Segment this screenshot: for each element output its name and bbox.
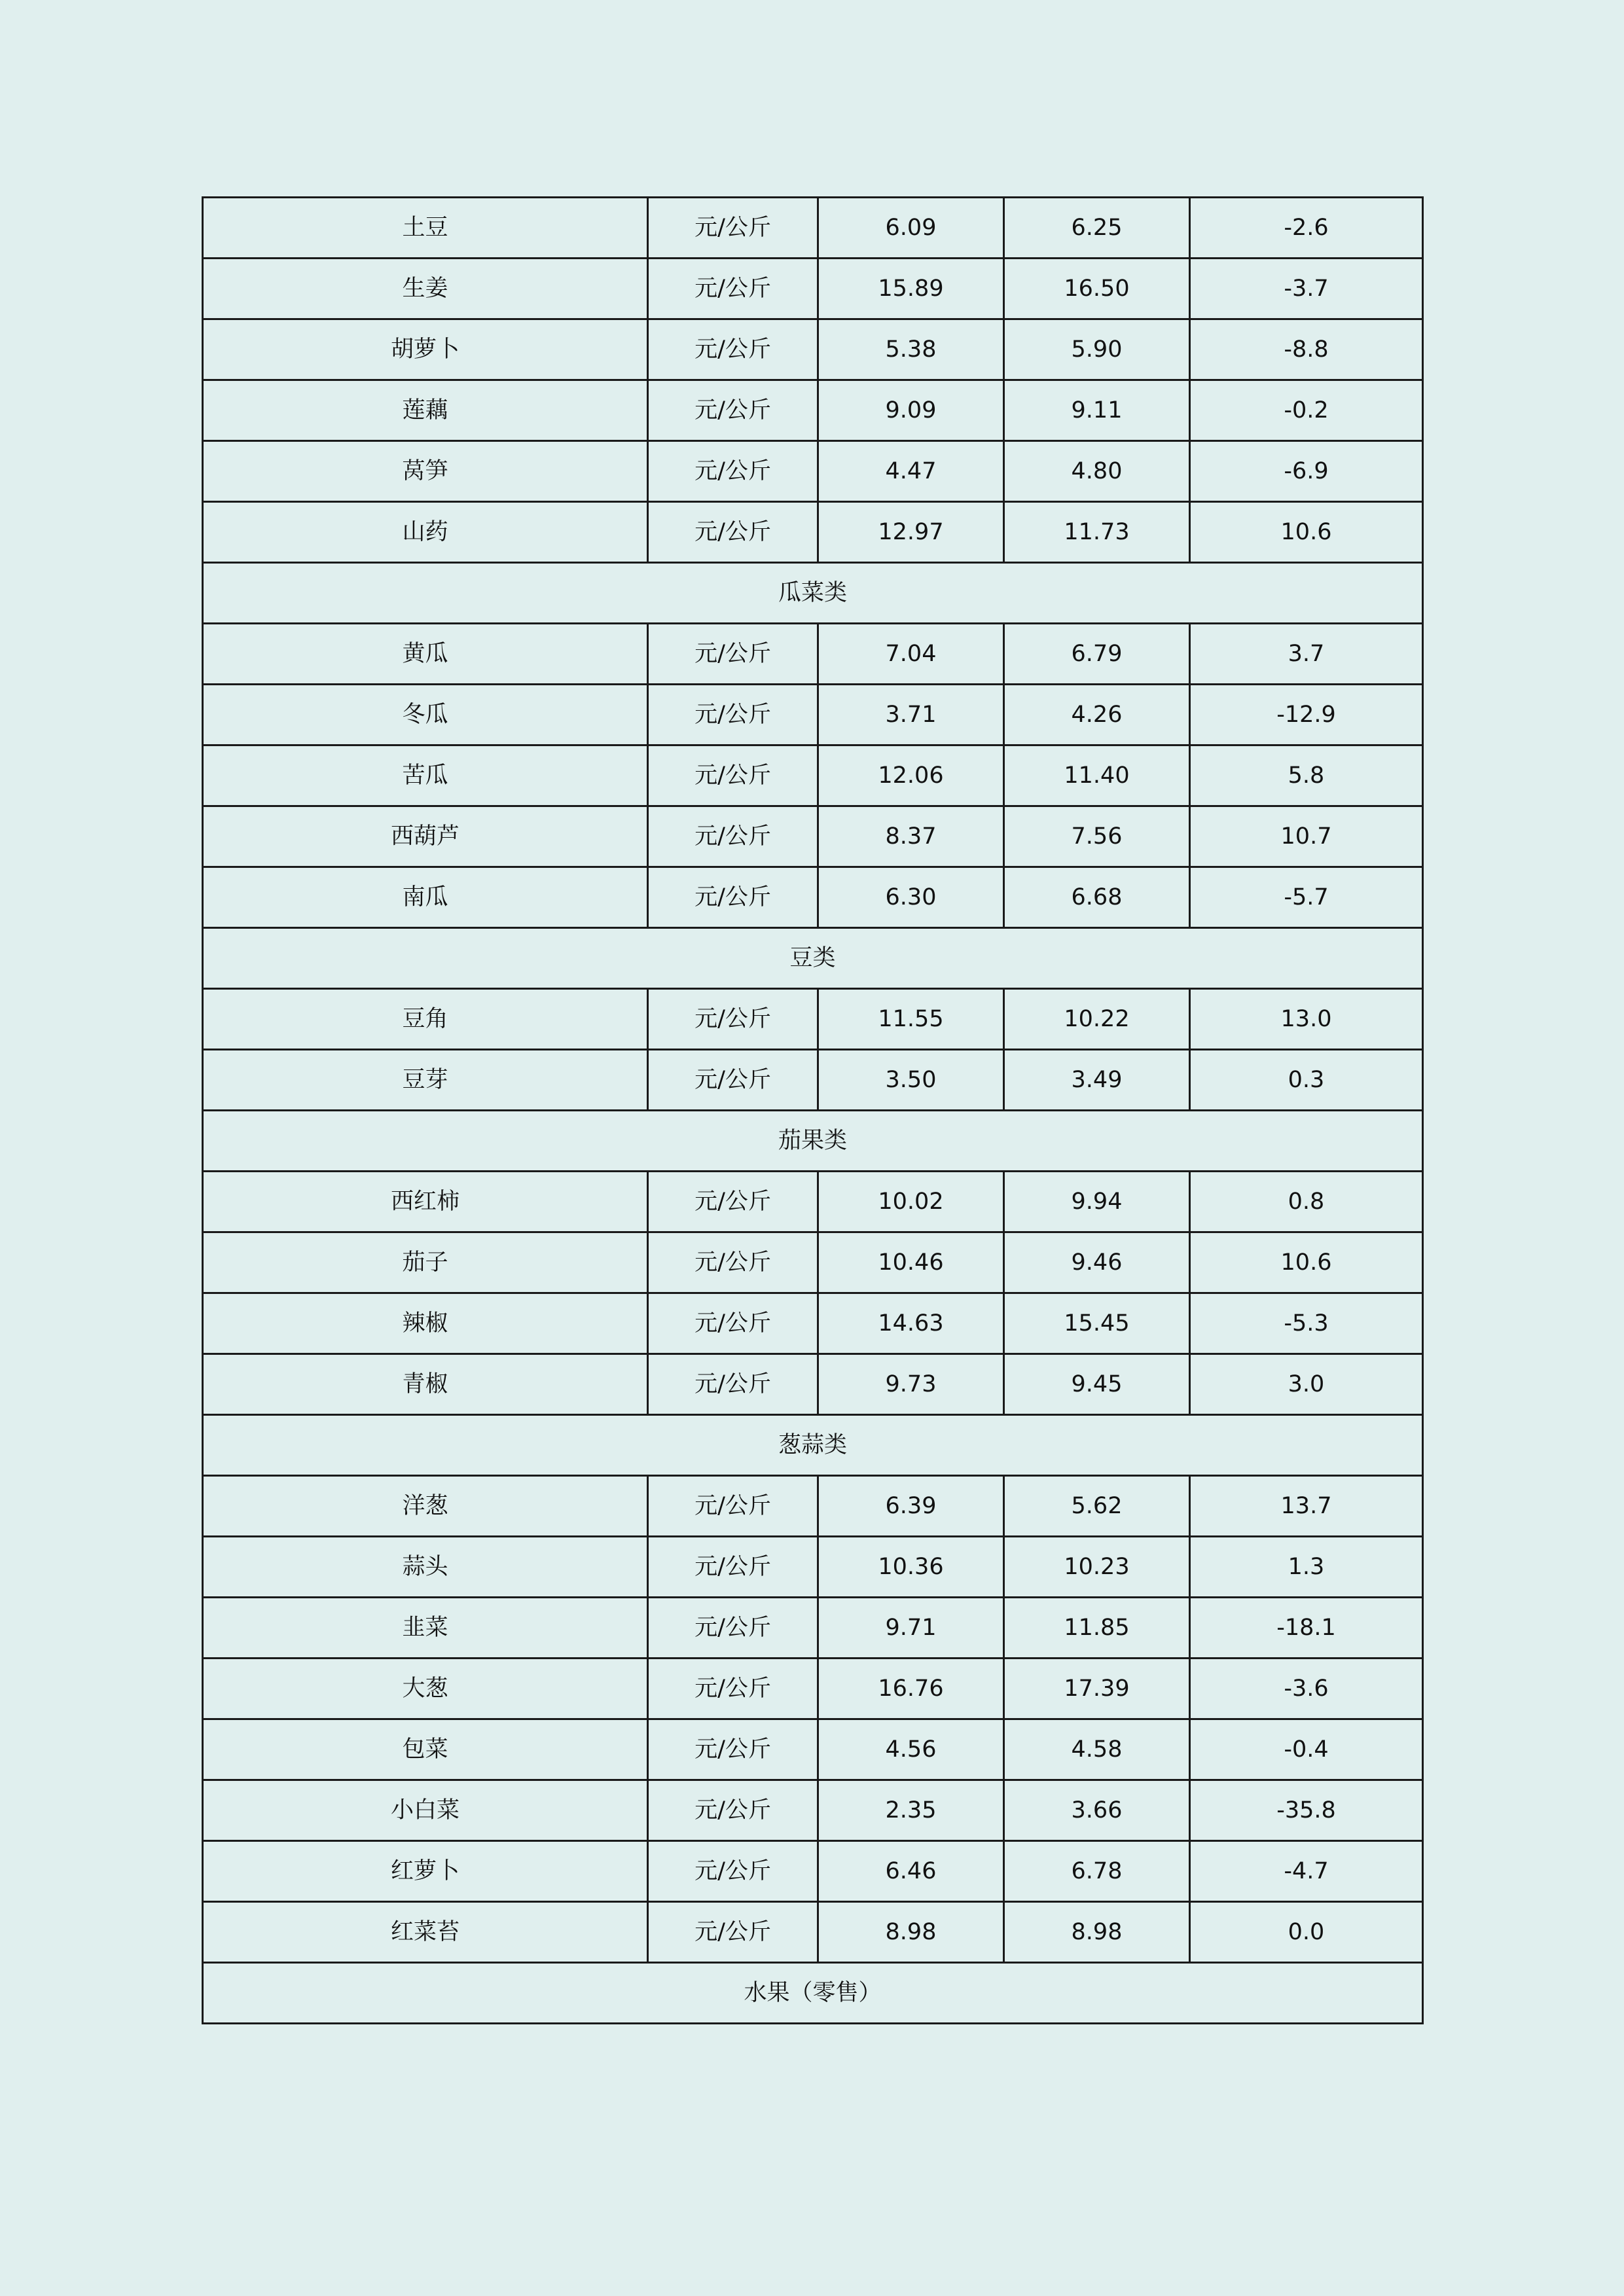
current-price-cell: 15.89 [818,259,1004,319]
change-percent-cell: 13.7 [1190,1476,1423,1537]
unit-cell: 元/公斤 [648,1354,818,1415]
current-price-cell: 10.46 [818,1232,1004,1293]
item-name-cell: 豆角 [203,989,648,1050]
table-row [203,1537,1423,1598]
previous-price-cell: 4.80 [1004,441,1190,502]
unit-cell: 元/公斤 [648,319,818,380]
item-name-cell: 辣椒 [203,1293,648,1354]
current-price-cell: 2.35 [818,1780,1004,1841]
change-percent-cell: -4.7 [1190,1841,1423,1902]
previous-price-cell: 4.26 [1004,685,1190,745]
item-name-cell: 红菜苔 [203,1902,648,1963]
unit-cell: 元/公斤 [648,1232,818,1293]
table-row [203,1232,1423,1293]
current-price-cell: 16.76 [818,1659,1004,1719]
category-label: 葱蒜类 [203,1415,1423,1476]
table-row [203,1050,1423,1111]
current-price-cell: 5.38 [818,319,1004,380]
item-name-cell: 土豆 [203,198,648,259]
category-label: 豆类 [203,928,1423,989]
previous-price-cell: 11.73 [1004,502,1190,563]
unit-cell: 元/公斤 [648,1172,818,1232]
table-row [203,806,1423,867]
change-percent-cell: 13.0 [1190,989,1423,1050]
previous-price-cell: 10.23 [1004,1537,1190,1598]
unit-cell: 元/公斤 [648,259,818,319]
change-percent-cell: -0.4 [1190,1719,1423,1780]
current-price-cell: 3.50 [818,1050,1004,1111]
item-name-cell: 西红柿 [203,1172,648,1232]
category-row [203,1963,1423,2024]
unit-cell: 元/公斤 [648,1050,818,1111]
category-label: 茄果类 [203,1111,1423,1172]
unit-cell: 元/公斤 [648,1780,818,1841]
current-price-cell: 10.36 [818,1537,1004,1598]
previous-price-cell: 4.58 [1004,1719,1190,1780]
current-price-cell: 6.39 [818,1476,1004,1537]
category-row [203,563,1423,624]
current-price-cell: 8.37 [818,806,1004,867]
change-percent-cell: -8.8 [1190,319,1423,380]
unit-cell: 元/公斤 [648,867,818,928]
current-price-cell: 9.73 [818,1354,1004,1415]
unit-cell: 元/公斤 [648,745,818,806]
current-price-cell: 8.98 [818,1902,1004,1963]
unit-cell: 元/公斤 [648,441,818,502]
item-name-cell: 蒜头 [203,1537,648,1598]
table-row [203,1293,1423,1354]
change-percent-cell: -3.7 [1190,259,1423,319]
table-row [203,1598,1423,1659]
previous-price-cell: 5.90 [1004,319,1190,380]
unit-cell: 元/公斤 [648,380,818,441]
unit-cell: 元/公斤 [648,1841,818,1902]
category-row [203,928,1423,989]
change-percent-cell: -5.7 [1190,867,1423,928]
change-percent-cell: -6.9 [1190,441,1423,502]
change-percent-cell: 3.7 [1190,624,1423,685]
change-percent-cell: -2.6 [1190,198,1423,259]
unit-cell: 元/公斤 [648,1293,818,1354]
change-percent-cell: -3.6 [1190,1659,1423,1719]
change-percent-cell: -5.3 [1190,1293,1423,1354]
change-percent-cell: 10.7 [1190,806,1423,867]
previous-price-cell: 9.46 [1004,1232,1190,1293]
current-price-cell: 3.71 [818,685,1004,745]
previous-price-cell: 9.45 [1004,1354,1190,1415]
item-name-cell: 山药 [203,502,648,563]
category-row [203,1415,1423,1476]
table-row [203,441,1423,502]
current-price-cell: 7.04 [818,624,1004,685]
table-row [203,1659,1423,1719]
current-price-cell: 4.47 [818,441,1004,502]
table-row [203,319,1423,380]
current-price-cell: 12.97 [818,502,1004,563]
unit-cell: 元/公斤 [648,624,818,685]
previous-price-cell: 6.79 [1004,624,1190,685]
unit-cell: 元/公斤 [648,502,818,563]
table-row [203,502,1423,563]
change-percent-cell: -12.9 [1190,685,1423,745]
unit-cell: 元/公斤 [648,1902,818,1963]
category-label: 瓜菜类 [203,563,1423,624]
table-row [203,380,1423,441]
previous-price-cell: 10.22 [1004,989,1190,1050]
item-name-cell: 红萝卜 [203,1841,648,1902]
table-row [203,1476,1423,1537]
change-percent-cell: 10.6 [1190,1232,1423,1293]
unit-cell: 元/公斤 [648,1476,818,1537]
previous-price-cell: 7.56 [1004,806,1190,867]
current-price-cell: 6.09 [818,198,1004,259]
current-price-cell: 14.63 [818,1293,1004,1354]
table-row [203,198,1423,259]
table-row [203,867,1423,928]
previous-price-cell: 11.85 [1004,1598,1190,1659]
previous-price-cell: 9.11 [1004,380,1190,441]
change-percent-cell: 0.0 [1190,1902,1423,1963]
current-price-cell: 10.02 [818,1172,1004,1232]
item-name-cell: 包菜 [203,1719,648,1780]
item-name-cell: 洋葱 [203,1476,648,1537]
current-price-cell: 11.55 [818,989,1004,1050]
current-price-cell: 6.30 [818,867,1004,928]
item-name-cell: 胡萝卜 [203,319,648,380]
table-row [203,259,1423,319]
change-percent-cell: 5.8 [1190,745,1423,806]
item-name-cell: 莲藕 [203,380,648,441]
item-name-cell: 青椒 [203,1354,648,1415]
unit-cell: 元/公斤 [648,685,818,745]
change-percent-cell: 0.3 [1190,1050,1423,1111]
item-name-cell: 生姜 [203,259,648,319]
item-name-cell: 黄瓜 [203,624,648,685]
change-percent-cell: 0.8 [1190,1172,1423,1232]
unit-cell: 元/公斤 [648,198,818,259]
current-price-cell: 6.46 [818,1841,1004,1902]
table-row [203,1841,1423,1902]
item-name-cell: 小白菜 [203,1780,648,1841]
previous-price-cell: 3.66 [1004,1780,1190,1841]
current-price-cell: 9.09 [818,380,1004,441]
change-percent-cell: -35.8 [1190,1780,1423,1841]
unit-cell: 元/公斤 [648,1537,818,1598]
table-row [203,685,1423,745]
current-price-cell: 4.56 [818,1719,1004,1780]
category-label: 水果（零售） [203,1963,1423,2024]
previous-price-cell: 3.49 [1004,1050,1190,1111]
previous-price-cell: 6.25 [1004,198,1190,259]
previous-price-cell: 17.39 [1004,1659,1190,1719]
previous-price-cell: 11.40 [1004,745,1190,806]
current-price-cell: 9.71 [818,1598,1004,1659]
change-percent-cell: -18.1 [1190,1598,1423,1659]
item-name-cell: 莴笋 [203,441,648,502]
current-price-cell: 12.06 [818,745,1004,806]
table-row [203,1902,1423,1963]
item-name-cell: 豆芽 [203,1050,648,1111]
previous-price-cell: 5.62 [1004,1476,1190,1537]
unit-cell: 元/公斤 [648,989,818,1050]
table-row [203,1172,1423,1232]
item-name-cell: 茄子 [203,1232,648,1293]
price-table-body [203,198,1423,2024]
previous-price-cell: 6.78 [1004,1841,1190,1902]
table-row [203,1780,1423,1841]
table-row [203,1354,1423,1415]
unit-cell: 元/公斤 [648,1598,818,1659]
table-row [203,624,1423,685]
item-name-cell: 冬瓜 [203,685,648,745]
item-name-cell: 大葱 [203,1659,648,1719]
table-row [203,745,1423,806]
item-name-cell: 南瓜 [203,867,648,928]
unit-cell: 元/公斤 [648,1659,818,1719]
previous-price-cell: 16.50 [1004,259,1190,319]
unit-cell: 元/公斤 [648,1719,818,1780]
table-row [203,989,1423,1050]
item-name-cell: 韭菜 [203,1598,648,1659]
category-row [203,1111,1423,1172]
unit-cell: 元/公斤 [648,806,818,867]
previous-price-cell: 9.94 [1004,1172,1190,1232]
item-name-cell: 西葫芦 [203,806,648,867]
change-percent-cell: 10.6 [1190,502,1423,563]
table-row [203,1719,1423,1780]
change-percent-cell: 3.0 [1190,1354,1423,1415]
price-table [202,196,1424,2024]
change-percent-cell: -0.2 [1190,380,1423,441]
change-percent-cell: 1.3 [1190,1537,1423,1598]
item-name-cell: 苦瓜 [203,745,648,806]
previous-price-cell: 8.98 [1004,1902,1190,1963]
previous-price-cell: 6.68 [1004,867,1190,928]
previous-price-cell: 15.45 [1004,1293,1190,1354]
